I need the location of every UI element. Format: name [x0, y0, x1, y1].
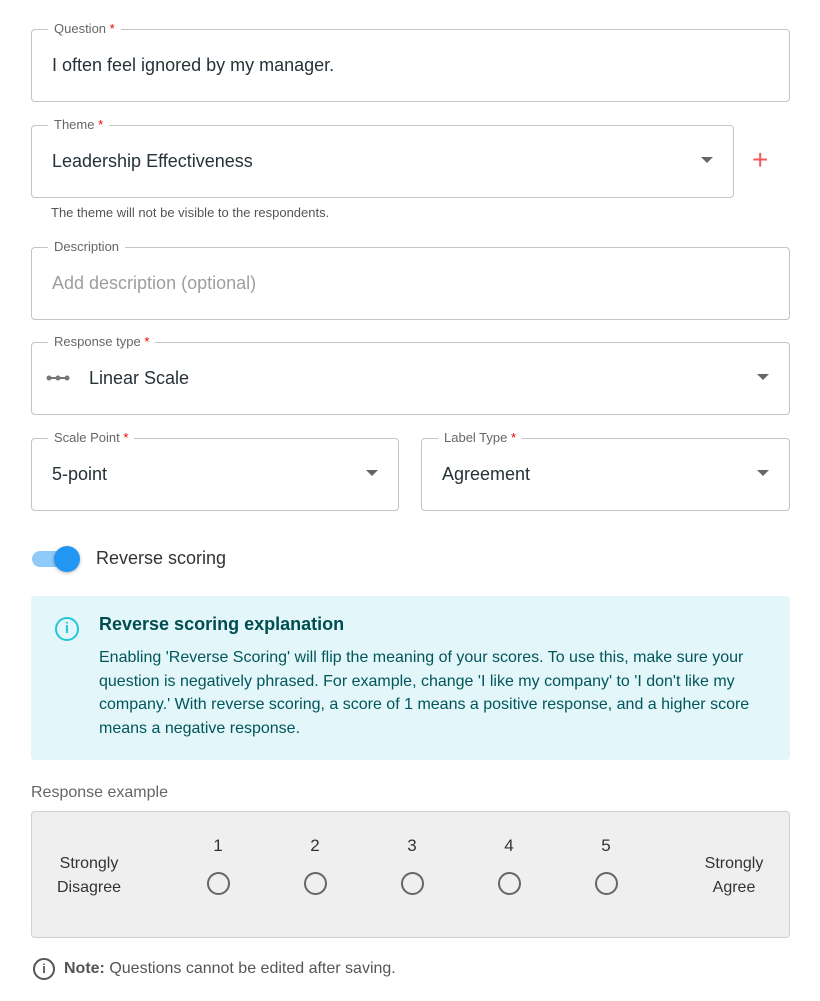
- info-icon: i: [33, 958, 55, 980]
- note-bold: Note:: [64, 960, 105, 977]
- radio-option-5[interactable]: [595, 872, 618, 895]
- question-label: Question: [54, 21, 107, 36]
- question-input[interactable]: I often feel ignored by my manager.: [52, 55, 335, 75]
- info-body: Enabling 'Reverse Scoring' will flip the meaning of your scores. To use this, make sure your question is negatively phrased. For example, change 'I like my company' to 'I don't like my company.' With reverse scoring, a score of 1 means a positive response, and a higher score means a negative response.: [99, 649, 750, 737]
- description-label: Description: [48, 239, 125, 255]
- right-anchor-label: Strongly Agree: [704, 855, 764, 896]
- theme-value: Leadership Effectiveness: [52, 151, 253, 171]
- label-type-select[interactable]: Label Type * Agreement: [421, 438, 790, 511]
- radio-option-1[interactable]: [207, 872, 230, 895]
- radio-option-3[interactable]: [401, 872, 424, 895]
- option-number: 4: [504, 836, 514, 855]
- note-text: Questions cannot be edited after saving.: [104, 960, 396, 977]
- chevron-down-icon: [757, 470, 769, 476]
- label-type-label: Label Type: [444, 430, 508, 445]
- info-icon: i: [55, 617, 79, 641]
- info-title: Reverse scoring explanation: [99, 614, 345, 634]
- response-example-label: Response example: [31, 784, 168, 801]
- option-number: 1: [213, 836, 223, 855]
- description-input[interactable]: Add description (optional): [52, 273, 257, 293]
- scale-point-select[interactable]: Scale Point * 5-point: [31, 438, 399, 511]
- radio-option-2[interactable]: [304, 872, 327, 895]
- response-type-select[interactable]: Response type * Linear Scale: [31, 342, 790, 415]
- response-example: [31, 811, 790, 938]
- option-number: 2: [310, 836, 320, 855]
- scale-point-label: Scale Point: [54, 430, 120, 445]
- option-number: 3: [407, 836, 417, 855]
- theme-helper-text: The theme will not be visible to the respondents.: [51, 205, 330, 220]
- save-note: [33, 958, 396, 980]
- chevron-down-icon: [757, 374, 769, 380]
- label-type-value: Agreement: [442, 464, 531, 484]
- reverse-scoring-label: Reverse scoring: [96, 548, 227, 568]
- description-field[interactable]: [31, 239, 790, 320]
- reverse-scoring-toggle[interactable]: [32, 546, 82, 572]
- response-type-label: Response type: [54, 334, 141, 349]
- theme-label: Theme: [54, 117, 95, 132]
- plus-icon[interactable]: +: [752, 144, 769, 175]
- question-field[interactable]: Question * I often feel ignored by my manager.: [31, 29, 790, 102]
- reverse-scoring-info-box: [31, 596, 790, 760]
- chevron-down-icon: [701, 157, 713, 163]
- left-anchor-label: Strongly Disagree: [56, 855, 122, 896]
- chevron-down-icon: [366, 470, 378, 476]
- linear-scale-icon: [46, 374, 70, 382]
- scale-point-value: 5-point: [52, 464, 108, 484]
- theme-select[interactable]: Theme * Leadership Effectiveness: [31, 125, 734, 198]
- radio-option-4[interactable]: [498, 872, 521, 895]
- option-number: 5: [601, 836, 611, 855]
- response-type-value: Linear Scale: [89, 368, 190, 388]
